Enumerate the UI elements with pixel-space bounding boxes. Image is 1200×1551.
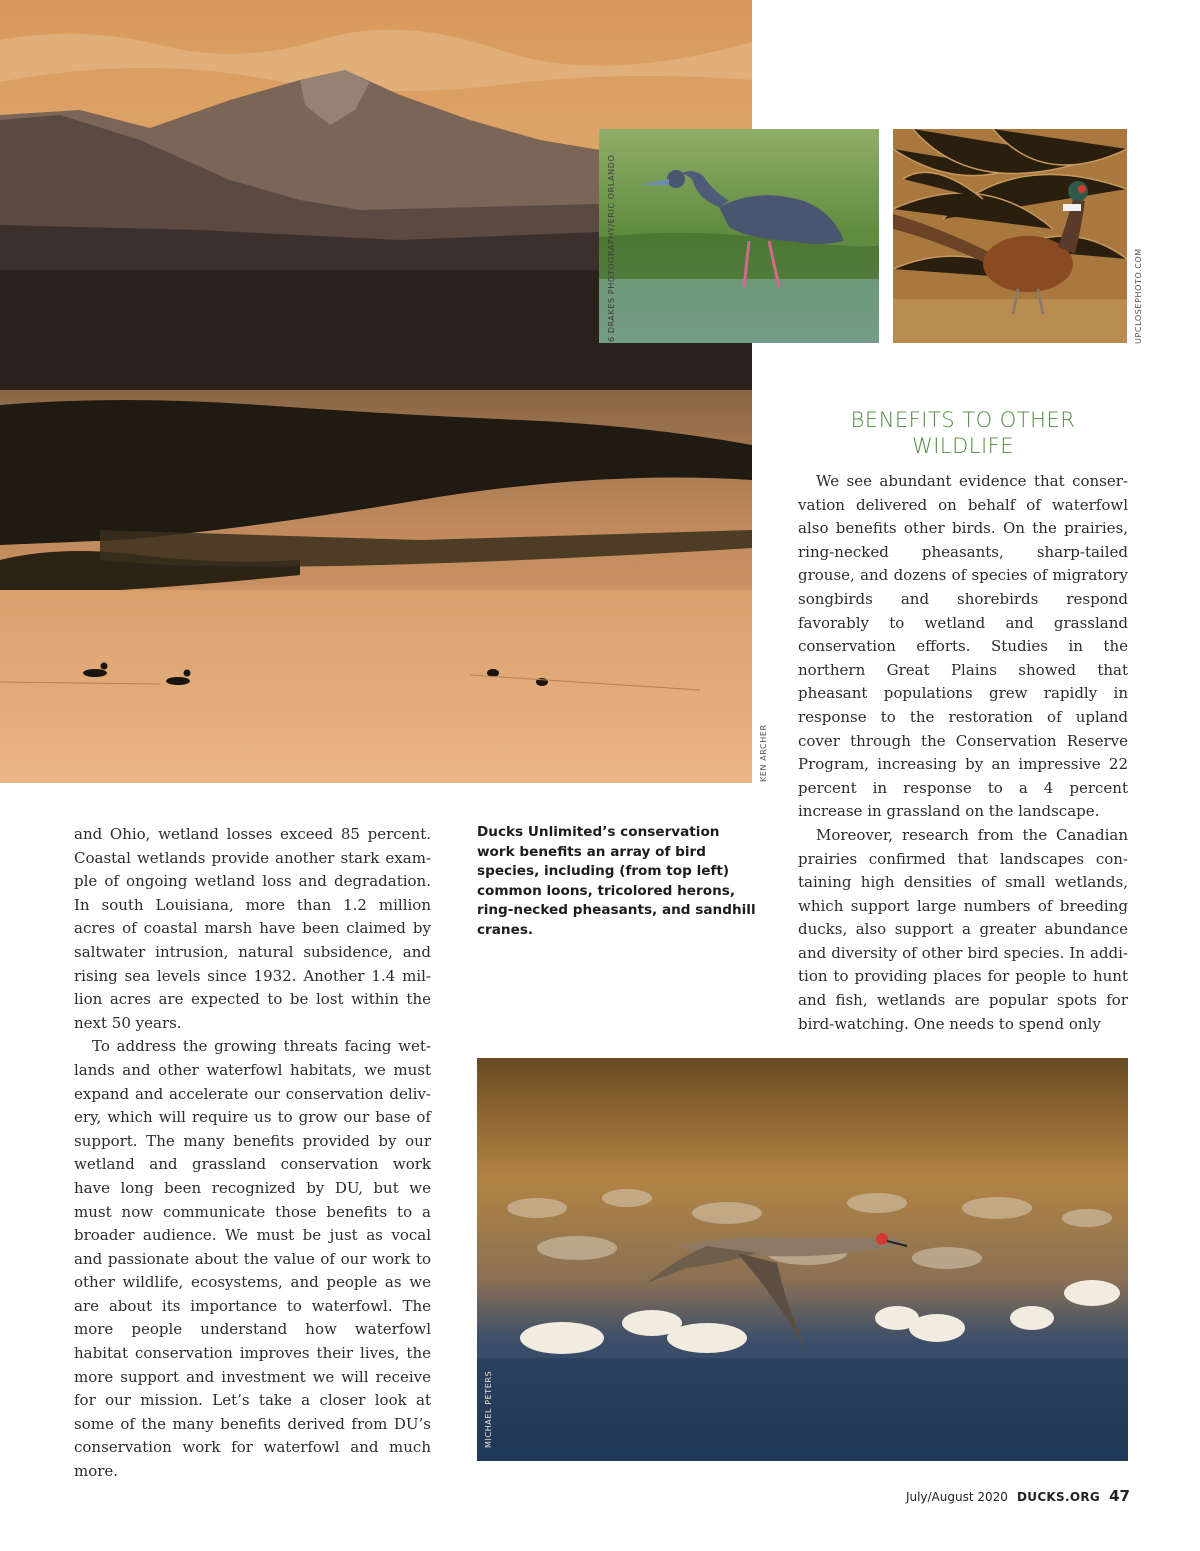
heron-photo — [599, 129, 879, 343]
sandhill-crane-photo — [477, 1058, 1128, 1461]
left-text-column — [74, 823, 431, 1484]
photo-caption: Ducks Unlimited’s conservation work benefits an array of bird species, including (from top left) common loons, tricolored herons, ring-necked pheasants, and sandhill cranes. — [477, 824, 756, 938]
page-number: 47 — [1109, 1487, 1130, 1505]
website-link[interactable]: DUCKS.ORG — [1017, 1490, 1101, 1504]
section-heading-line1: BENEFITS TO OTHER — [850, 408, 1076, 432]
right-paragraph-1: We see abundant evidence that conservation delivered on behalf of waterfowl also benefits other birds. On the prairies, ring-necked pheasants, sharp-tailed grouse, and dozens of species of migratory songbirds and shorebirds respond favorably to wetland and grassland conservation efforts. Studies in the northern Great Plains showed that pheasant populations grew rapidly in response to the restoration of upland cover through the Conservation Reserve Program, increasing by an impressive 22 percent in response to a 4 percent increase in grassland on the landscape. — [798, 472, 1128, 821]
left-paragraph-2: To address the growing threats facing wetlands and other waterfowl habitats, we must expand and accelerate our conservation delivery, which will require us to grow our base of support. The many benefits provided by our wetland and grassland conservation work have long been recognized by DU, but we must now communicate those benefits to a broader audience. We must be just as vocal and passionate about the value of our work to other wildlife, ecosystems, and people as we are about its importance to waterfowl. The more people understand how waterfowl habitat conservation improves their lives, the more support and investment we will receive for our mission. Let’s take a closer look at some of the many benefits derived from DU’s conservation work for waterfowl and much more. — [74, 1037, 431, 1481]
left-paragraph-1: and Ohio, wetland losses exceed 85 percent. Coastal wetlands provide another stark example of ongoing wetland loss and degradation. In south Louisiana, more than 1.2 million acres of coastal marsh have been claimed by saltwater intrusion, natural subsidence, and rising sea levels since 1932. Another 1.4 million acres are expected to be lost within the next 50 years. — [74, 825, 431, 1032]
right-paragraph-2: Moreover, research from the Canadian prairies confirmed that landscapes containing high densities of small wetlands, which support large numbers of breeding ducks, also support a greater abundance and diversity of other bird species. In addition to providing places for people to hunt and fish, wetlands are popular spots for bird-watching. One needs to spend only — [798, 825, 1128, 1033]
pheasant-photo — [893, 129, 1127, 343]
crane-photo-credit: MICHAEL PETERS — [484, 1370, 493, 1448]
section-heading-line2: WILDLIFE — [911, 434, 1015, 458]
heron-photo-credit: 6 DRAKES PHOTOGRAPHY/ERIC ORLANDO — [607, 154, 616, 342]
hero-photo-credit: KEN ARCHER — [759, 724, 768, 782]
pheasant-photo-credit: UPCLOSEPHOTO.COM — [1134, 248, 1143, 344]
issue-date: July/August 2020 — [905, 1490, 1008, 1504]
hero-photo-loons-at-sunset — [0, 0, 752, 783]
right-text-column — [798, 470, 1128, 1036]
page-footer — [900, 1486, 1130, 1505]
section-heading — [798, 407, 1128, 459]
